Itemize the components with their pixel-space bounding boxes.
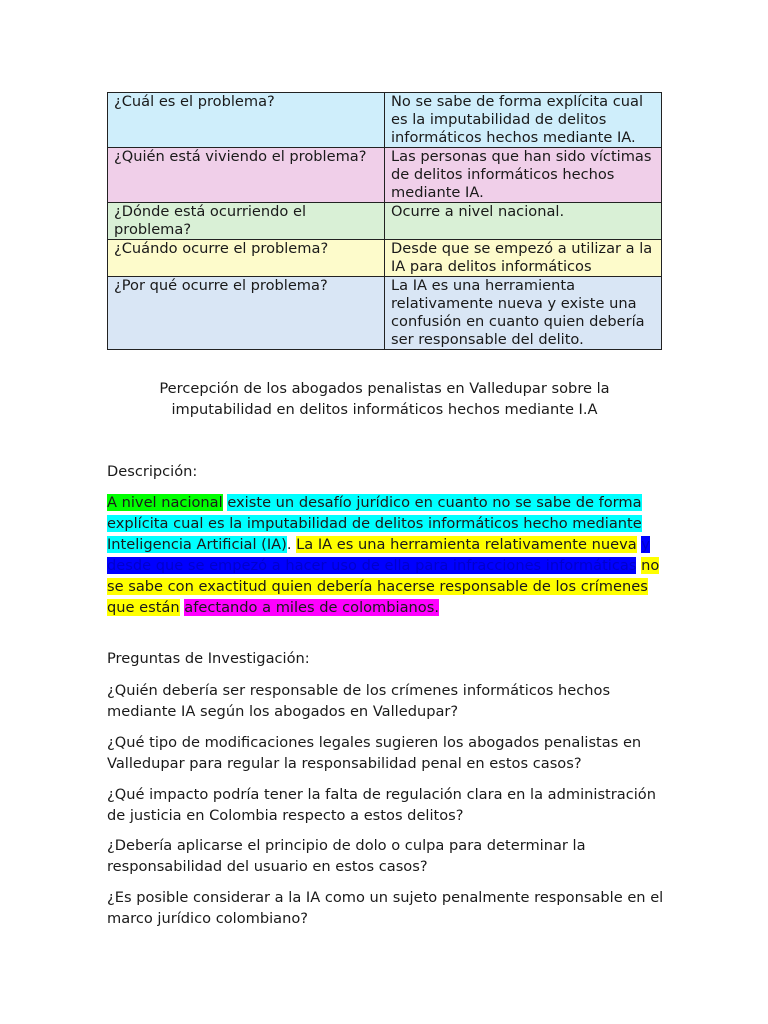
table-question-cell: ¿Cuál es el problema?: [108, 93, 385, 148]
table-row: [108, 240, 662, 277]
highlight-magenta-segment: afectando a miles de colombianos.: [184, 599, 439, 616]
description-paragraph: [107, 492, 663, 618]
table-answer-cell: La IA es una herramienta relativamente nueva y existe una confusión en cuanto quien debería ser responsable del delito.: [385, 277, 662, 350]
description-period: .: [286, 536, 292, 553]
highlight-blue-segment: y desde que se empezó a hacer uso de ella para infracciones informáticas: [107, 536, 650, 574]
highlight-yellow-segment: La IA es una herramienta relativamente nueva: [296, 536, 637, 553]
table-question-cell: ¿Por qué ocurre el problema?: [108, 277, 385, 350]
research-question: ¿Es posible considerar a la IA como un sujeto penalmente responsable en el marco jurídico colombiano?: [107, 889, 664, 927]
highlight-cyan-segment: existe un desafío jurídico en cuanto no se sabe de forma explícita cual es la imputabilidad de delitos informáticos hecho mediante Inteligencia Artificial (IA): [107, 494, 642, 553]
table-question-cell: ¿Quién está viviendo el problema?: [108, 148, 385, 203]
table-question-cell: ¿Cuándo ocurre el problema?: [108, 240, 385, 277]
table-row: [108, 203, 662, 240]
table-answer-cell: Las personas que han sido víctimas de delitos informáticos hechos mediante IA.: [385, 148, 662, 203]
research-question: ¿Qué tipo de modificaciones legales sugieren los abogados penalistas en Valledupar para regular la responsabilidad penal en estos casos?: [107, 734, 642, 772]
research-question: ¿Quién debería ser responsable de los crímenes informáticos hechos mediante IA según los abogados en Valledupar?: [107, 682, 611, 720]
table-row: [108, 148, 662, 203]
table-answer-cell: No se sabe de forma explícita cual es la imputabilidad de delitos informáticos hechos mediante IA.: [385, 93, 662, 148]
table-answer-cell: Ocurre a nivel nacional.: [385, 203, 662, 240]
highlight-yellow-segment-2: no se sabe con exactitud quien debería hacerse responsable de los crímenes que están: [107, 557, 660, 616]
highlight-green-segment: A nivel nacional: [107, 494, 223, 511]
document-title: Percepción de los abogados penalistas en Valledupar sobre la imputabilidad en delitos informáticos hechos mediante I.A: [159, 380, 610, 418]
table-question-cell: ¿Dónde está ocurriendo el problema?: [108, 203, 385, 240]
table-answer-cell: Desde que se empezó a utilizar a la IA para delitos informáticos: [385, 240, 662, 277]
research-question: ¿Qué impacto podría tener la falta de regulación clara en la administración de justicia en Colombia respecto a estos delitos?: [107, 786, 656, 824]
description-label: Descripción:: [107, 463, 198, 480]
table-row: [108, 277, 662, 350]
questions-label: Preguntas de Investigación:: [107, 650, 310, 667]
problem-table: [107, 92, 662, 350]
research-question: ¿Debería aplicarse el principio de dolo o culpa para determinar la responsabilidad del usuario en estos casos?: [107, 837, 586, 875]
table-row: [108, 93, 662, 148]
